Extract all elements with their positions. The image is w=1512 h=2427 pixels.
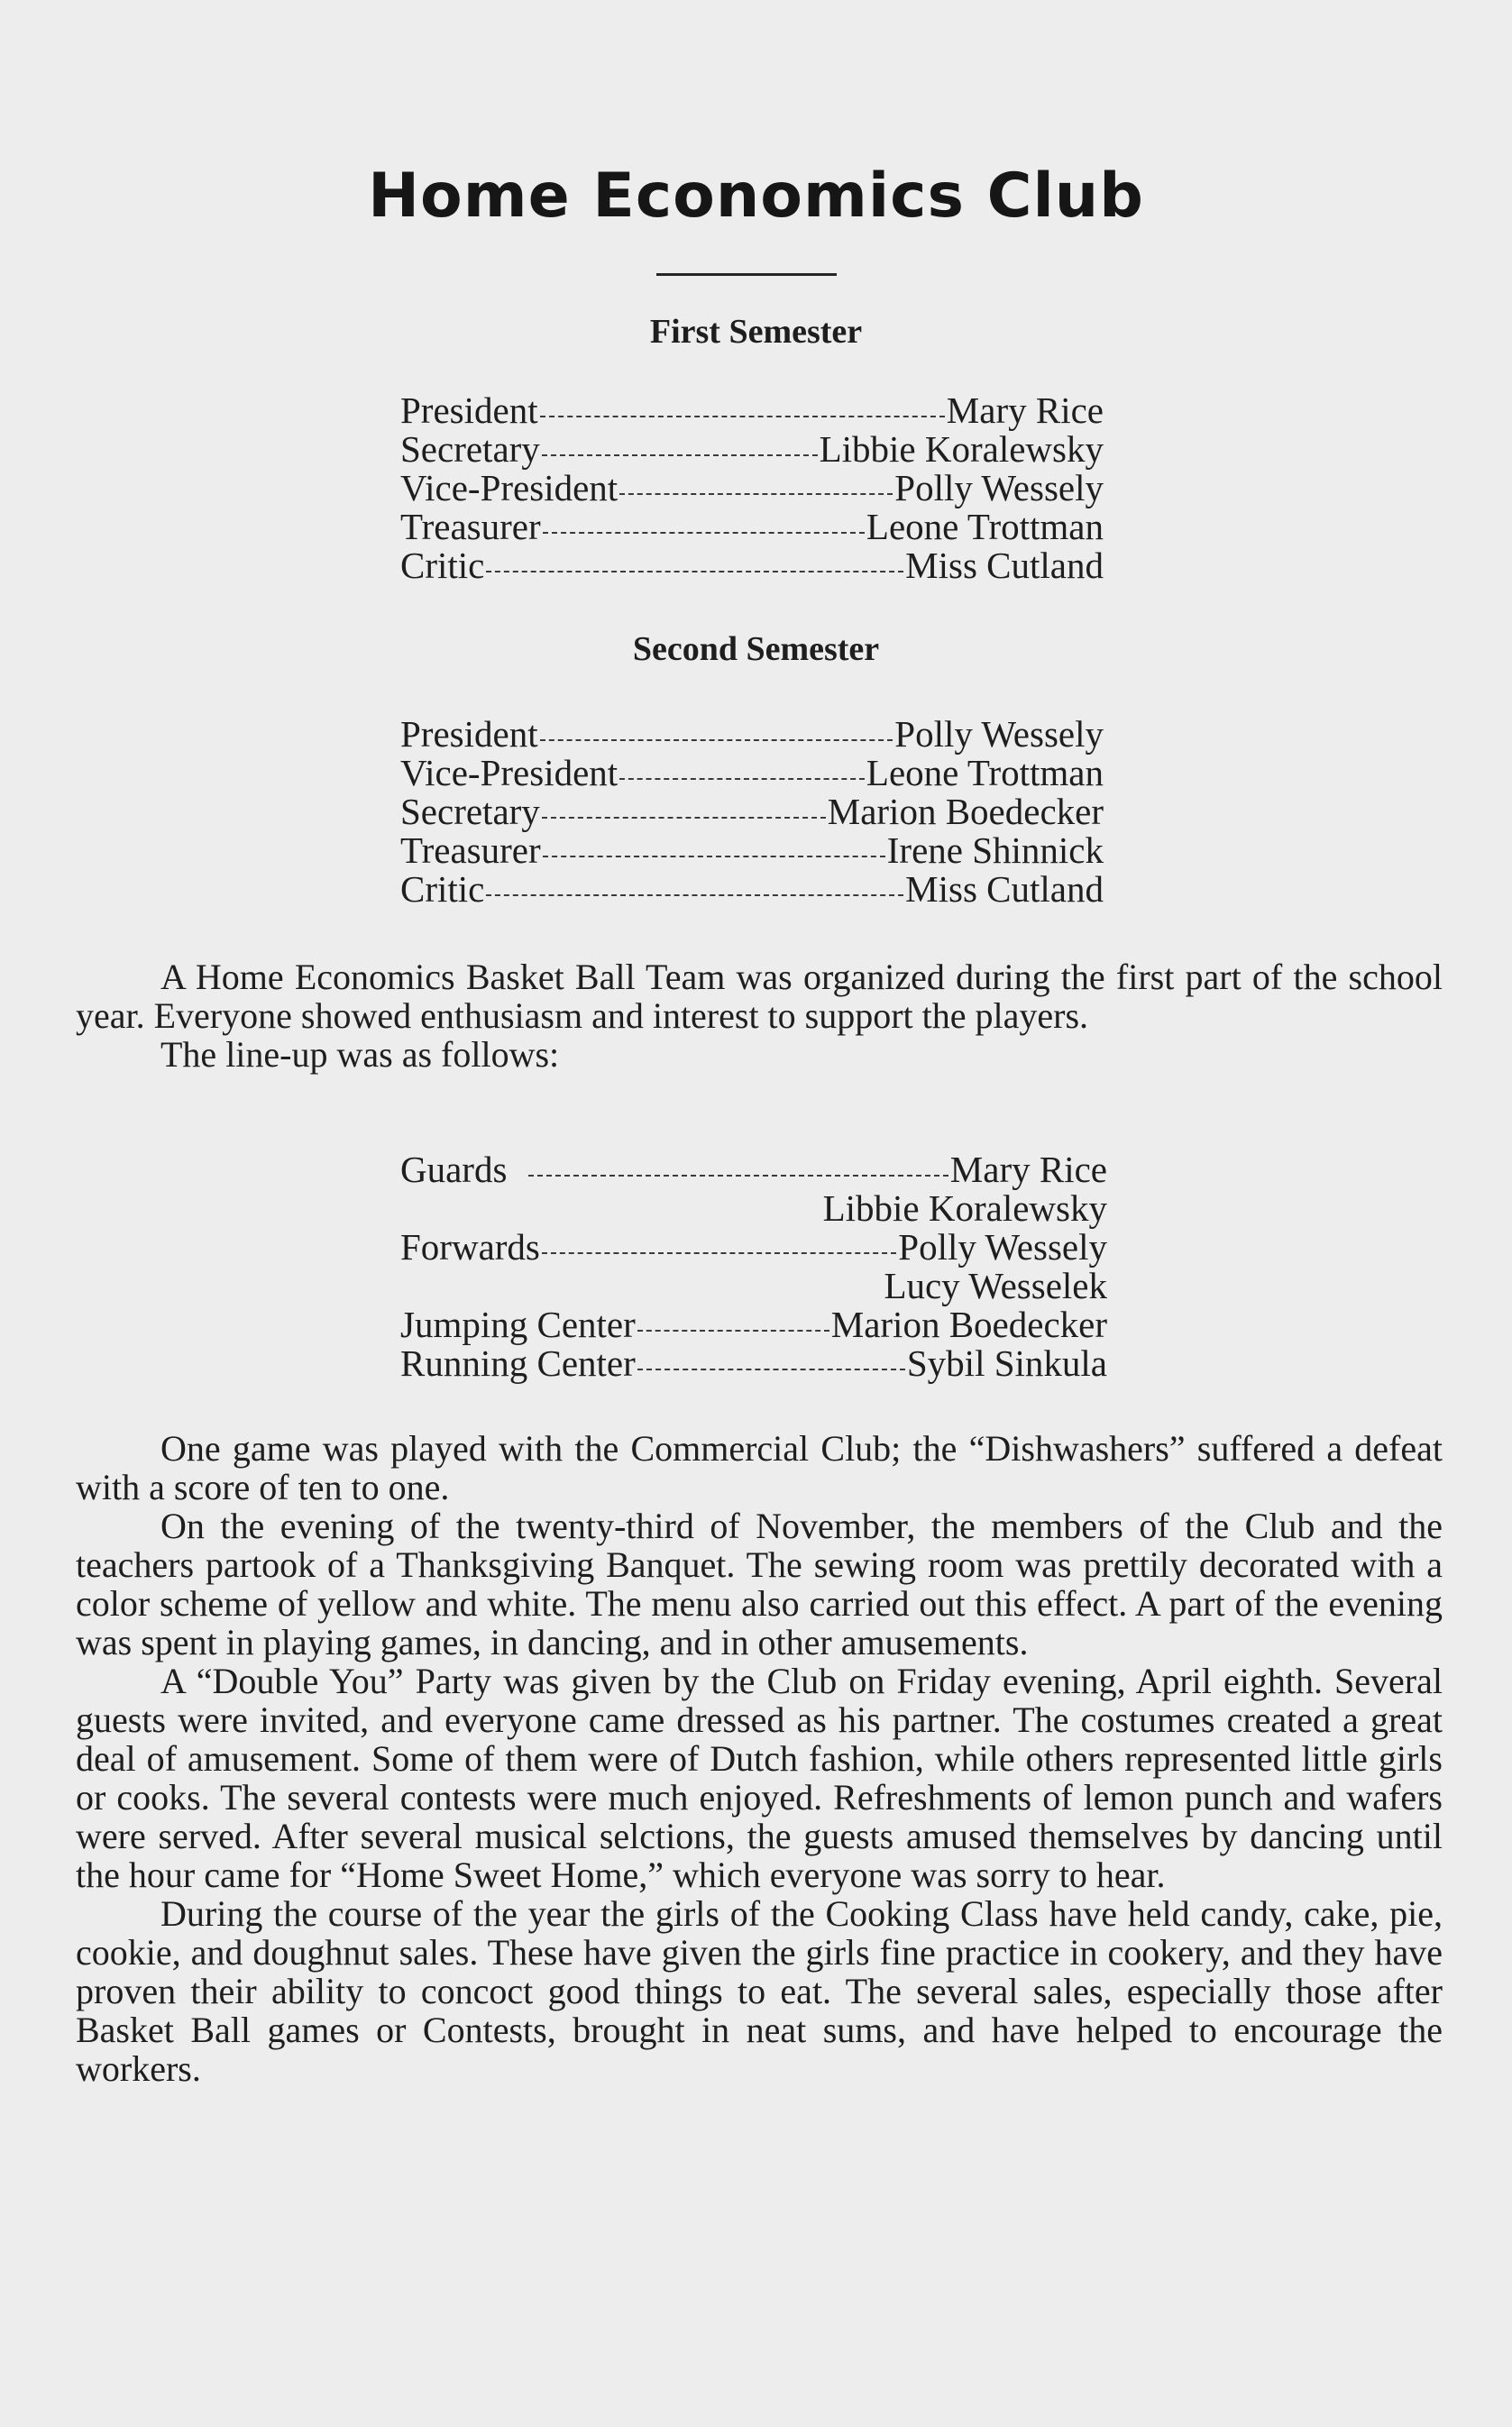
paragraph: A “Double You” Party was given by the Club on Friday evening, April eighth. Several guests were invited, and everyone came dressed as his partner. The costumes created a great deal of amusement. Some of them were of Dutch fashion, while others represented little girls or cooks. The several contests were much enjoyed. Refreshments of lemon punch and wafers were served. After several musical selctions, the guests amused themselves by dancing until the hour came for “Home Sweet Home,” which everyone was sorry to hear.	[76, 1661, 1443, 1895]
dotted-leader	[540, 739, 893, 741]
officer-role: Secretary	[400, 791, 540, 832]
officer-row	[400, 546, 1104, 585]
first-semester-officers	[400, 391, 1104, 585]
officer-row	[400, 508, 1104, 546]
basketball-lineup	[400, 1150, 1107, 1383]
officer-role: Treasurer	[400, 829, 541, 871]
officer-role: Secretary	[400, 428, 540, 470]
lineup-name: Marion Boedecker	[830, 1304, 1107, 1345]
officer-name: Mary Rice	[946, 389, 1104, 431]
dotted-leader	[528, 1175, 948, 1177]
officer-name: Irene Shinnick	[886, 829, 1104, 871]
officer-role: President	[400, 713, 538, 755]
officer-row	[400, 792, 1104, 831]
dotted-leader	[543, 856, 885, 857]
officer-row	[400, 715, 1104, 754]
first-semester-heading: First Semester	[649, 313, 863, 351]
officer-row	[400, 430, 1104, 469]
officer-name: Libbie Koralewsky	[819, 428, 1104, 470]
dotted-leader	[637, 1330, 829, 1332]
officer-role: Treasurer	[400, 506, 541, 547]
officer-role: President	[400, 389, 538, 431]
paragraph: One game was played with the Commercial Club; the “Dishwashers” suffered a defeat with a score of ten to one.	[76, 1428, 1443, 1507]
officer-role: Critic	[400, 868, 485, 910]
dotted-leader	[486, 571, 903, 572]
officer-name: Leone Trottman	[866, 752, 1104, 793]
lineup-row	[400, 1305, 1107, 1344]
officer-role: Vice-President	[400, 752, 619, 793]
lineup-row	[400, 1228, 1107, 1267]
dotted-leader	[542, 1252, 896, 1254]
paragraph: On the evening of the twenty-third of November, the members of the Club and the teachers partook of a Thanksgiving Banquet. The sewing room was prettily decorated with a color scheme of yellow and white. The menu also carried out this effect. A part of the evening was spent in playing games, in dancing, and in other amusements.	[76, 1506, 1443, 1662]
second-semester-heading: Second Semester	[632, 630, 880, 668]
officer-name: Miss Cutland	[905, 545, 1104, 586]
officer-row	[400, 870, 1104, 909]
lineup-name: Polly Wessely	[898, 1226, 1107, 1268]
paragraph: The line-up was as follows:	[160, 1034, 560, 1075]
paragraph: During the course of the year the girls of the Cooking Class have held candy, cake, pie, cookie, and doughnut sales. These have given the girls fine practice in cookery, and they have proven their ability to concoct good things to eat. The several sales, especially those after Basket Ball games or Contests, brought in neat sums, and have helped to encourage the workers.	[76, 1893, 1443, 2089]
dotted-leader	[486, 894, 903, 896]
dotted-leader	[637, 1369, 905, 1370]
lineup-role: Jumping Center	[400, 1304, 636, 1345]
officer-role: Critic	[400, 545, 485, 586]
dotted-leader	[619, 493, 893, 495]
dotted-leader	[540, 416, 945, 417]
officer-name: Polly Wessely	[894, 713, 1104, 755]
officer-row	[400, 754, 1104, 792]
dotted-leader	[543, 532, 865, 534]
lineup-row	[400, 1344, 1107, 1383]
lineup-role: Forwards	[400, 1226, 540, 1268]
title-divider	[656, 273, 837, 276]
officer-row	[400, 831, 1104, 870]
officer-name: Miss Cutland	[905, 868, 1104, 910]
lineup-role: Guards	[400, 1149, 508, 1190]
club-activities-text	[76, 1429, 1443, 2088]
officer-name: Polly Wessely	[894, 467, 1104, 508]
officer-row	[400, 469, 1104, 508]
lineup-name: Lucy Wesselek	[884, 1265, 1107, 1306]
lineup-row	[400, 1150, 1107, 1189]
lineup-role: Running Center	[400, 1342, 636, 1384]
officer-row	[400, 391, 1104, 430]
lineup-name: Mary Rice	[949, 1149, 1107, 1190]
officer-name: Marion Boedecker	[827, 791, 1104, 832]
paragraph: A Home Economics Basket Ball Team was organized during the first part of the school year. Everyone showed enthusiasm and interest to support the players.	[76, 957, 1443, 1036]
page-title: Home Economics Club	[368, 160, 1144, 232]
officer-name: Leone Trottman	[866, 506, 1104, 547]
dotted-leader	[542, 454, 818, 456]
basketball-intro	[76, 957, 1443, 1074]
lineup-name: Sybil Sinkula	[906, 1342, 1107, 1384]
second-semester-officers	[400, 715, 1104, 909]
dotted-leader	[619, 778, 865, 780]
officer-role: Vice-President	[400, 467, 619, 508]
dotted-leader	[542, 817, 826, 819]
lineup-name: Libbie Koralewsky	[822, 1187, 1107, 1229]
